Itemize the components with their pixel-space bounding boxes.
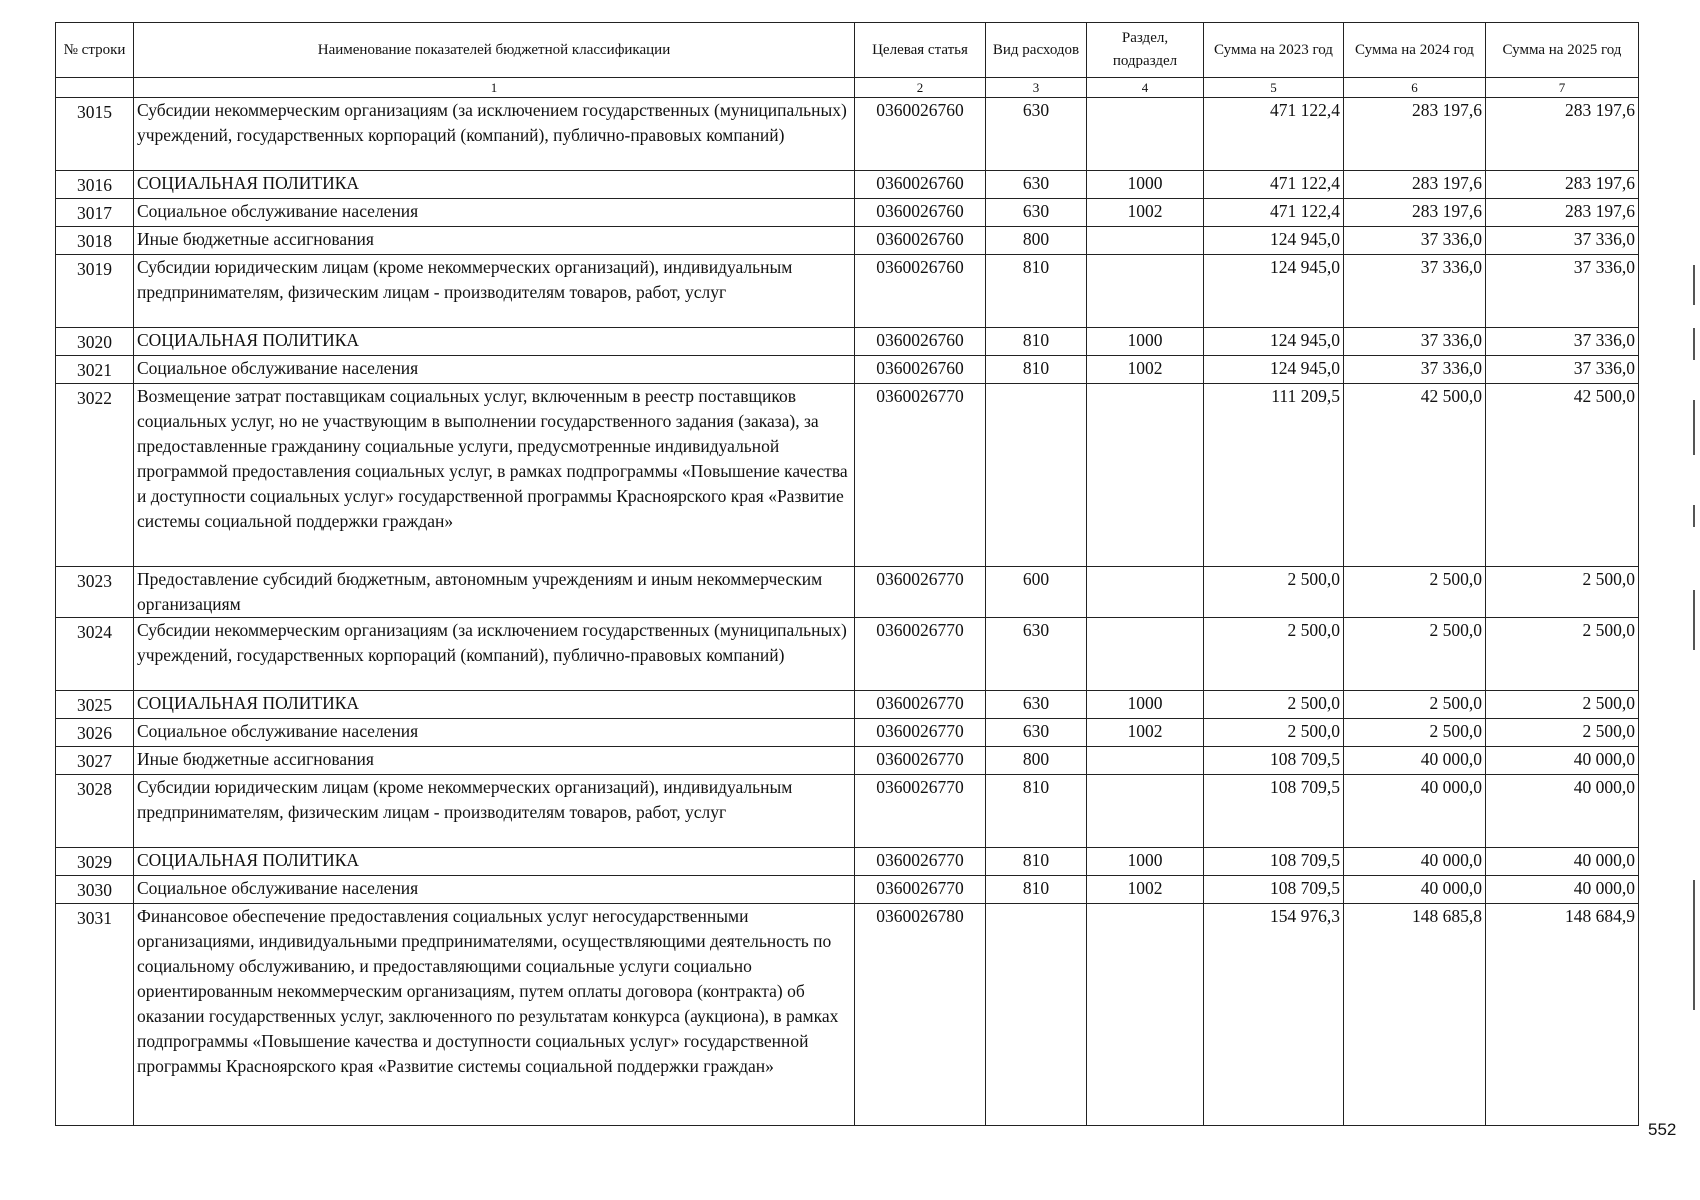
row-sum-2023: 108 709,5 [1204,848,1344,876]
row-name: Финансовое обеспечение предоставления социальных услуг негосударственными организациями, индивидуальными предпринимателями, осуществляющими деятельность по социальному обслуживанию, и предоставляющими социальные услуги социально ориентированным некоммерческим организациям, путем оплаты договора (контракта) об оказании государственных услуг, заключенного по результатам конкурса (аукциона), в рамках подпрограммы «Повышение качества и доступности социальных услуг» государственной программы Красноярского края «Развитие системы социальной поддержки граждан» [134,904,855,1126]
row-target-article: 0360026770 [855,384,986,567]
row-number: 3015 [56,98,134,171]
column-number: 4 [1087,78,1204,98]
row-section: 1002 [1087,719,1204,747]
row-section [1087,255,1204,328]
row-sum-2023: 111 209,5 [1204,384,1344,567]
row-name: Субсидии юридическим лицам (кроме некоммерческих организаций), индивидуальным предпринимателям, физическим лицам - производителям товаров, работ, услуг [134,255,855,328]
column-number-row [56,78,1639,98]
row-section: 1000 [1087,848,1204,876]
row-target-article: 0360026770 [855,691,986,719]
table-header [56,23,1639,78]
row-target-article: 0360026760 [855,171,986,199]
row-sum-2024: 37 336,0 [1344,255,1486,328]
row-number: 3026 [56,719,134,747]
row-expense-type: 630 [986,691,1087,719]
row-target-article: 0360026770 [855,775,986,848]
row-sum-2024: 283 197,6 [1344,199,1486,227]
header-target-article: Целевая статья [855,23,986,78]
row-sum-2025: 283 197,6 [1486,199,1639,227]
scan-edge-mark [1693,590,1695,650]
row-sum-2025: 148 684,9 [1486,904,1639,1126]
row-sum-2024: 37 336,0 [1344,328,1486,356]
column-number: 6 [1344,78,1486,98]
row-sum-2024: 283 197,6 [1344,98,1486,171]
row-expense-type: 810 [986,255,1087,328]
row-number: 3028 [56,775,134,848]
table-row [56,356,1639,384]
row-target-article: 0360026770 [855,567,986,618]
scan-edge-mark [1693,400,1695,455]
row-sum-2023: 124 945,0 [1204,328,1344,356]
row-section: 1002 [1087,876,1204,904]
header-name: Наименование показателей бюджетной классификации [134,23,855,78]
row-name: Социальное обслуживание населения [134,356,855,384]
row-name: Социальное обслуживание населения [134,719,855,747]
table-row [56,255,1639,328]
row-expense-type: 630 [986,98,1087,171]
row-target-article: 0360026770 [855,618,986,691]
row-expense-type: 810 [986,328,1087,356]
budget-table [55,22,1639,1126]
row-sum-2023: 124 945,0 [1204,356,1344,384]
row-expense-type: 810 [986,775,1087,848]
row-sum-2023: 2 500,0 [1204,618,1344,691]
row-target-article: 0360026780 [855,904,986,1126]
column-number: 7 [1486,78,1639,98]
row-sum-2023: 124 945,0 [1204,255,1344,328]
column-number-blank [56,78,134,98]
row-expense-type: 630 [986,199,1087,227]
row-sum-2023: 124 945,0 [1204,227,1344,255]
header-sum-2023: Сумма на 2023 год [1204,23,1344,78]
row-target-article: 0360026760 [855,356,986,384]
row-number: 3027 [56,747,134,775]
row-sum-2023: 471 122,4 [1204,171,1344,199]
row-name: Субсидии некоммерческим организациям (за исключением государственных (муниципальных) учреждений, государственных корпораций (компаний), публично-правовых компаний) [134,618,855,691]
row-number: 3022 [56,384,134,567]
header-row-number: № строки [56,23,134,78]
row-number: 3017 [56,199,134,227]
column-number: 2 [855,78,986,98]
row-section: 1002 [1087,356,1204,384]
row-sum-2024: 42 500,0 [1344,384,1486,567]
scan-edge-mark [1693,328,1695,360]
scan-edge-mark [1693,265,1695,305]
row-name: Иные бюджетные ассигнования [134,747,855,775]
row-target-article: 0360026760 [855,98,986,171]
row-name: Социальное обслуживание населения [134,199,855,227]
row-sum-2024: 40 000,0 [1344,848,1486,876]
row-target-article: 0360026770 [855,876,986,904]
row-sum-2023: 2 500,0 [1204,719,1344,747]
row-target-article: 0360026760 [855,328,986,356]
row-expense-type: 810 [986,356,1087,384]
row-target-article: 0360026770 [855,747,986,775]
row-section [1087,618,1204,691]
row-sum-2025: 2 500,0 [1486,618,1639,691]
row-name: Возмещение затрат поставщикам социальных услуг, включенным в реестр поставщиков социальных услуг, но не участвующим в выполнении государственного задания (заказа), за предоставленные гражданину социальные услуги, предусмотренные индивидуальной программой предоставления социальных услуг, в рамках подпрограммы «Повышение качества и доступности социальных услуг» государственной программы Красноярского края «Развитие системы социальной поддержки граждан» [134,384,855,567]
row-section [1087,384,1204,567]
header-sum-2024: Сумма на 2024 год [1344,23,1486,78]
row-sum-2024: 2 500,0 [1344,618,1486,691]
row-number: 3029 [56,848,134,876]
row-sum-2024: 40 000,0 [1344,775,1486,848]
row-expense-type: 630 [986,171,1087,199]
table-row [56,98,1639,171]
row-sum-2025: 37 336,0 [1486,328,1639,356]
row-section [1087,775,1204,848]
row-section: 1000 [1087,171,1204,199]
header-section: Раздел, подраздел [1087,23,1204,78]
row-section [1087,747,1204,775]
row-sum-2024: 40 000,0 [1344,747,1486,775]
row-sum-2023: 2 500,0 [1204,691,1344,719]
row-section: 1000 [1087,328,1204,356]
row-expense-type: 630 [986,618,1087,691]
table-row [56,328,1639,356]
row-sum-2025: 37 336,0 [1486,255,1639,328]
column-number: 5 [1204,78,1344,98]
table-row [56,848,1639,876]
row-number: 3025 [56,691,134,719]
table-row [56,171,1639,199]
row-number: 3018 [56,227,134,255]
row-number: 3031 [56,904,134,1126]
row-sum-2024: 37 336,0 [1344,356,1486,384]
row-name: Субсидии некоммерческим организациям (за исключением государственных (муниципальных) учреждений, государственных корпораций (компаний), публично-правовых компаний) [134,98,855,171]
table-row [56,775,1639,848]
row-name: СОЦИАЛЬНАЯ ПОЛИТИКА [134,328,855,356]
row-sum-2025: 37 336,0 [1486,356,1639,384]
row-section [1087,567,1204,618]
row-section [1087,227,1204,255]
row-expense-type: 600 [986,567,1087,618]
row-sum-2024: 2 500,0 [1344,567,1486,618]
row-sum-2025: 2 500,0 [1486,567,1639,618]
row-name: Субсидии юридическим лицам (кроме некоммерческих организаций), индивидуальным предпринимателям, физическим лицам - производителям товаров, работ, услуг [134,775,855,848]
table-row [56,567,1639,618]
row-sum-2024: 148 685,8 [1344,904,1486,1126]
scan-edge-mark [1693,880,1695,1010]
table-body [56,98,1639,1126]
row-sum-2025: 283 197,6 [1486,98,1639,171]
header-expense-type: Вид расходов [986,23,1087,78]
row-section [1087,98,1204,171]
row-name: Иные бюджетные ассигнования [134,227,855,255]
row-sum-2025: 40 000,0 [1486,747,1639,775]
column-number: 1 [134,78,855,98]
row-name: СОЦИАЛЬНАЯ ПОЛИТИКА [134,691,855,719]
row-sum-2024: 37 336,0 [1344,227,1486,255]
row-sum-2025: 283 197,6 [1486,171,1639,199]
row-expense-type: 800 [986,227,1087,255]
row-sum-2025: 37 336,0 [1486,227,1639,255]
row-sum-2023: 108 709,5 [1204,775,1344,848]
row-number: 3019 [56,255,134,328]
row-sum-2024: 2 500,0 [1344,691,1486,719]
row-target-article: 0360026760 [855,199,986,227]
column-number: 3 [986,78,1087,98]
table-row [56,199,1639,227]
table-row [56,904,1639,1126]
row-sum-2025: 40 000,0 [1486,848,1639,876]
row-sum-2023: 2 500,0 [1204,567,1344,618]
table-row [56,618,1639,691]
table-row [56,876,1639,904]
row-section [1087,904,1204,1126]
row-name: СОЦИАЛЬНАЯ ПОЛИТИКА [134,171,855,199]
row-sum-2025: 2 500,0 [1486,691,1639,719]
row-sum-2024: 40 000,0 [1344,876,1486,904]
row-expense-type [986,904,1087,1126]
row-sum-2023: 154 976,3 [1204,904,1344,1126]
row-expense-type: 800 [986,747,1087,775]
row-section: 1002 [1087,199,1204,227]
row-number: 3024 [56,618,134,691]
row-expense-type: 630 [986,719,1087,747]
row-number: 3020 [56,328,134,356]
row-sum-2024: 283 197,6 [1344,171,1486,199]
header-sum-2025: Сумма на 2025 год [1486,23,1639,78]
row-number: 3023 [56,567,134,618]
row-number: 3016 [56,171,134,199]
row-sum-2023: 471 122,4 [1204,98,1344,171]
scan-edge-mark [1693,505,1695,527]
row-number: 3021 [56,356,134,384]
table-row [56,747,1639,775]
row-target-article: 0360026770 [855,719,986,747]
row-sum-2025: 2 500,0 [1486,719,1639,747]
row-sum-2025: 42 500,0 [1486,384,1639,567]
row-expense-type [986,384,1087,567]
row-sum-2025: 40 000,0 [1486,775,1639,848]
row-section: 1000 [1087,691,1204,719]
row-target-article: 0360026770 [855,848,986,876]
row-number: 3030 [56,876,134,904]
table-row [56,227,1639,255]
row-name: Предоставление субсидий бюджетным, автономным учреждениям и иным некоммерческим организациям [134,567,855,618]
row-target-article: 0360026760 [855,227,986,255]
table-row [56,691,1639,719]
table-row [56,384,1639,567]
row-sum-2023: 108 709,5 [1204,747,1344,775]
row-expense-type: 810 [986,876,1087,904]
row-sum-2024: 2 500,0 [1344,719,1486,747]
table-row [56,719,1639,747]
row-sum-2023: 471 122,4 [1204,199,1344,227]
row-name: СОЦИАЛЬНАЯ ПОЛИТИКА [134,848,855,876]
row-expense-type: 810 [986,848,1087,876]
row-sum-2023: 108 709,5 [1204,876,1344,904]
row-name: Социальное обслуживание населения [134,876,855,904]
row-target-article: 0360026760 [855,255,986,328]
page-number: 552 [1648,1120,1677,1139]
row-sum-2025: 40 000,0 [1486,876,1639,904]
